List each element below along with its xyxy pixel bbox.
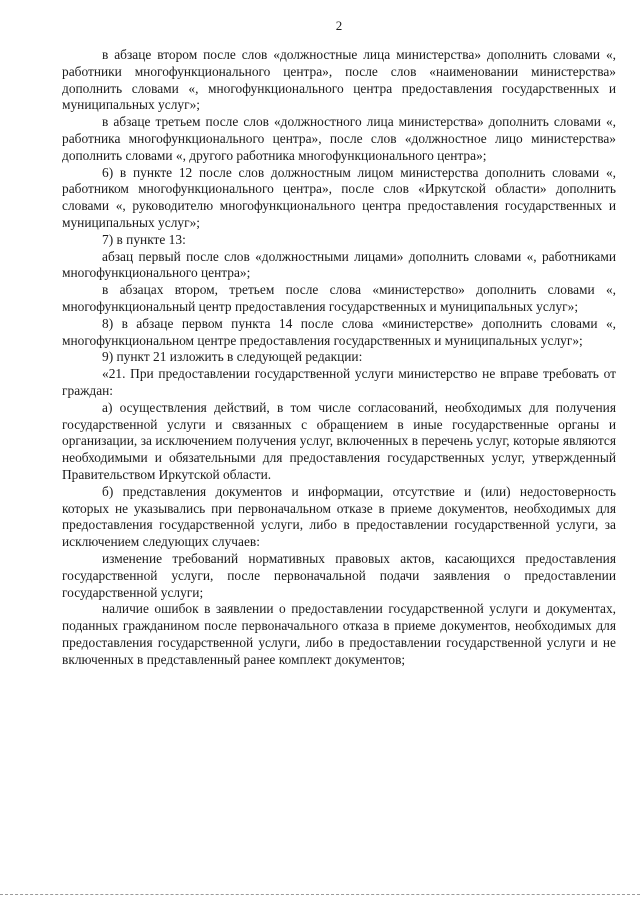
paragraph-6: в абзацах втором, третьем после слова «министерство» дополнить словами «, многофункциональный центр предоставления государственных и муниципальных услуг»; (62, 282, 616, 314)
paragraph-9: «21. При предоставлении государственной услуги министерство не вправе требовать от граждан: (62, 366, 616, 398)
paragraph-2: в абзаце третьем после слов «должностного лица министерства» дополнить словами «, работника многофункционального центра», после слов «должностное лицо министерства» дополнить словами «, другого работника многофункционального центра»; (62, 114, 616, 163)
document-body (62, 47, 616, 668)
paragraph-3: 6) в пункте 12 после слов должностным лицом министерства дополнить словами «, работником многофункционального центра», после слов «Иркутской области» дополнить словами «, руководителю многофункционального центра предоставления государственных и муниципальных услуг»; (62, 164, 616, 230)
footer-divider (0, 894, 640, 895)
paragraph-10: а) осуществления действий, в том числе согласований, необходимых для получения государственной услуги и связанных с обращением в иные государственные органы и организации, за исключением получения услуг, включенных в перечень услуг, которые являются необходимыми и обязательными для предоставления государственных услуг, утвержденный Правительством Иркутской области. (62, 399, 616, 482)
paragraph-5: абзац первый после слов «должностными лицами» дополнить словами «, работниками многофункционального центра»; (62, 248, 616, 281)
paragraph-1: в абзаце втором после слов «должностные лица министерства» дополнить словами «, работники многофункционального центра», после слов «наименовании министерства» дополнить словами «, многофункционального центра предоставления государственных и муниципальных услуг»; (62, 47, 616, 113)
paragraph-8: 9) пункт 21 изложить в следующей редакции: (102, 349, 363, 365)
paragraph-11: б) представления документов и информации, отсутствие и (или) недостоверность которых не указывались при первоначальном отказе в приеме документов, необходимых для предоставления государственной услуги, либо в предоставлении государственной услуги, за исключением следующих случаев: (62, 483, 616, 550)
paragraph-13: наличие ошибок в заявлении о предоставлении государственной услуги и документах, поданных гражданином после первоначального отказа в приеме документов, необходимых для предоставления государственной услуги, либо в предоставлении государственной услуги и не включенных в представленный ранее комплект документов; (62, 601, 616, 667)
paragraph-7: 8) в абзаце первом пункта 14 после слова «министерстве» дополнить словами «, многофункциональном центре предоставления государственных и муниципальных услуг»; (62, 315, 616, 348)
paragraph-4: 7) в пункте 13: (102, 231, 186, 247)
page-number: 2 (335, 18, 343, 33)
paragraph-12: изменение требований нормативных правовых актов, касающихся предоставления государственной услуги, после первоначальной подачи заявления о предоставлении государственной услуги; (62, 550, 616, 600)
